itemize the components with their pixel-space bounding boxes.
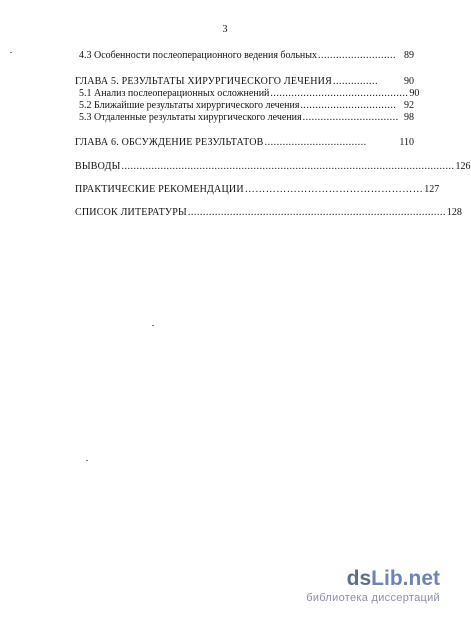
page-number: 3 <box>222 24 228 35</box>
toc-entry-label: СПИСОК ЛИТЕРАТУРЫ <box>75 207 187 218</box>
toc-entry-label: ГЛАВА 6. ОБСУЖДЕНИЕ РЕЗУЛЬТАТОВ <box>75 137 264 148</box>
toc-entry-chapter-5[interactable] <box>75 76 414 88</box>
toc-entry-leader: ...................................................................................... <box>187 207 446 218</box>
toc-entry-leader: .............................................. <box>270 88 409 99</box>
toc-entry-leader: …………………………………………… <box>244 184 424 195</box>
toc-entry-leader: ............... <box>332 76 378 87</box>
toc-entry-page: 89 <box>404 50 414 61</box>
toc-entry-page: 90 <box>404 76 414 87</box>
toc-entry-page: 126 <box>455 161 471 172</box>
toc-entry-5-3[interactable] <box>79 112 414 124</box>
toc-entry-page: 92 <box>404 100 414 111</box>
toc-entry-label: ПРАКТИЧЕСКИЕ РЕКОМЕНДАЦИИ <box>75 184 244 195</box>
toc-entry-label: 5.1 Анализ послеоперационных осложнений <box>79 88 270 99</box>
toc-entry-page: 127 <box>424 184 440 195</box>
toc-entry-leader: .................................. <box>264 137 367 148</box>
toc-entry-references[interactable] <box>75 207 462 219</box>
toc-entry-label: 5.2 Ближайшие результаты хирургического лечения <box>79 100 300 111</box>
toc-entry-leader: .......................... <box>318 50 396 61</box>
toc-entry-label: ГЛАВА 5. РЕЗУЛЬТАТЫ ХИРУРГИЧЕСКОГО ЛЕЧЕНИЯ <box>75 76 332 87</box>
toc-entry-label: ВЫВОДЫ <box>75 161 121 172</box>
toc-entry-label: 4.3 Особенности послеоперационного ведения больных <box>79 50 317 61</box>
toc-entry-leader: ................................ <box>302 112 399 123</box>
dslib-tagline: библиотека диссертаций <box>306 592 440 604</box>
toc-entry-page: 128 <box>446 207 462 218</box>
scan-speck <box>10 52 12 53</box>
scan-speck <box>152 325 154 326</box>
dslib-watermark <box>306 568 440 604</box>
toc-entry-page: 98 <box>404 112 414 123</box>
dslib-logo: dsLib.net <box>346 567 440 590</box>
toc-entry-5-1[interactable] <box>79 88 420 100</box>
toc-entry-chapter-6[interactable] <box>75 137 414 149</box>
toc-entry-leader: ............................................................................................................... <box>121 161 455 172</box>
scan-speck <box>86 460 88 461</box>
toc-entry-4-3[interactable] <box>79 50 414 62</box>
toc-entry-label: 5.3 Отдаленные результаты хирургического лечения <box>79 112 302 123</box>
toc-entry-recommendations[interactable] <box>75 184 440 196</box>
toc-entry-page: 90 <box>409 88 420 99</box>
toc-entry-conclusions[interactable] <box>75 161 471 173</box>
toc-entry-page: 110 <box>399 137 414 148</box>
toc-entry-5-2[interactable] <box>79 100 414 112</box>
toc-entry-leader: ................................ <box>300 100 397 111</box>
